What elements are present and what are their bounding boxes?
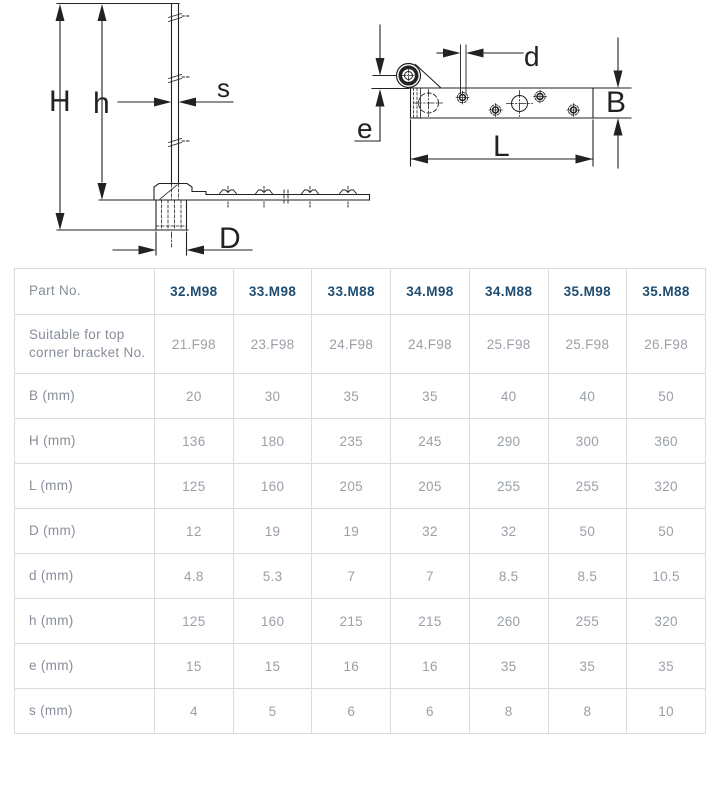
dimension-value-cell: 50 — [548, 509, 627, 554]
dimension-value-cell: 360 — [627, 419, 706, 464]
dimension-value-cell: 15 — [233, 644, 312, 689]
dimension-value-cell: 35 — [548, 644, 627, 689]
dimension-value-cell: 35 — [312, 374, 391, 419]
row-label: L (mm) — [15, 464, 155, 509]
dimension-value-cell: 19 — [233, 509, 312, 554]
dimension-value-cell: 25.F98 — [548, 315, 627, 374]
table-row — [15, 464, 706, 509]
dimension-value-cell: 30 — [233, 374, 312, 419]
table-row — [15, 644, 706, 689]
dimension-value-cell: 4 — [155, 689, 234, 734]
part-number-cell: 33.M88 — [312, 269, 391, 315]
dimension-value-cell: 6 — [312, 689, 391, 734]
dimension-value-cell: 35 — [391, 374, 470, 419]
part-number-cell: 35.M88 — [627, 269, 706, 315]
dimension-value-cell: 7 — [312, 554, 391, 599]
dim-label-H: H — [49, 85, 71, 118]
row-label: h (mm) — [15, 599, 155, 644]
dimension-value-cell: 215 — [391, 599, 470, 644]
dimension-value-cell: 19 — [312, 509, 391, 554]
dimension-value-cell: 32 — [391, 509, 470, 554]
table-row — [15, 554, 706, 599]
dimension-value-cell: 180 — [233, 419, 312, 464]
row-label: D (mm) — [15, 509, 155, 554]
dimension-value-cell: 260 — [469, 599, 548, 644]
dimension-value-cell: 20 — [155, 374, 234, 419]
dimension-value-cell: 24.F98 — [312, 315, 391, 374]
dimension-value-cell: 32 — [469, 509, 548, 554]
dimension-value-cell: 215 — [312, 599, 391, 644]
dimension-value-cell: 290 — [469, 419, 548, 464]
spec-table-body — [15, 269, 706, 734]
row-label: H (mm) — [15, 419, 155, 464]
dimension-value-cell: 23.F98 — [233, 315, 312, 374]
dim-label-s: s — [217, 73, 230, 103]
dimension-value-cell: 8 — [469, 689, 548, 734]
spec-table — [14, 268, 706, 734]
part-number-cell: 34.M88 — [469, 269, 548, 315]
dimension-value-cell: 136 — [155, 419, 234, 464]
dim-label-D: D — [219, 222, 241, 255]
dimension-value-cell: 12 — [155, 509, 234, 554]
dimension-value-cell: 125 — [155, 464, 234, 509]
drawing-left-view — [56, 4, 370, 256]
row-label: e (mm) — [15, 644, 155, 689]
dimension-value-cell: 255 — [469, 464, 548, 509]
part-number-cell: 35.M98 — [548, 269, 627, 315]
dimension-value-cell: 235 — [312, 419, 391, 464]
dimension-value-cell: 5 — [233, 689, 312, 734]
dimension-value-cell: 26.F98 — [627, 315, 706, 374]
dim-label-e: e — [357, 113, 373, 144]
dimension-value-cell: 16 — [312, 644, 391, 689]
dimension-value-cell: 10.5 — [627, 554, 706, 599]
dim-label-L: L — [493, 130, 510, 163]
row-label: Suitable for top corner bracket No. — [15, 315, 155, 374]
table-row — [15, 269, 706, 315]
row-label: s (mm) — [15, 689, 155, 734]
dimension-value-cell: 8.5 — [469, 554, 548, 599]
dimension-value-cell: 7 — [391, 554, 470, 599]
table-row — [15, 374, 706, 419]
dimension-value-cell: 6 — [391, 689, 470, 734]
dimension-value-cell: 35 — [627, 644, 706, 689]
table-row — [15, 315, 706, 374]
dimension-value-cell: 300 — [548, 419, 627, 464]
dimension-value-cell: 8 — [548, 689, 627, 734]
dimension-value-cell: 205 — [391, 464, 470, 509]
table-row — [15, 419, 706, 464]
dimension-value-cell: 24.F98 — [391, 315, 470, 374]
table-row — [15, 689, 706, 734]
dimension-value-cell: 160 — [233, 599, 312, 644]
dimension-value-cell: 4.8 — [155, 554, 234, 599]
dimension-value-cell: 35 — [469, 644, 548, 689]
dimension-value-cell: 40 — [548, 374, 627, 419]
part-number-cell: 32.M98 — [155, 269, 234, 315]
dimension-value-cell: 8.5 — [548, 554, 627, 599]
dimension-value-cell: 125 — [155, 599, 234, 644]
table-row — [15, 509, 706, 554]
dimension-value-cell: 160 — [233, 464, 312, 509]
dim-label-h: h — [93, 87, 110, 120]
dimension-value-cell: 10 — [627, 689, 706, 734]
dimension-value-cell: 16 — [391, 644, 470, 689]
dimension-value-cell: 50 — [627, 374, 706, 419]
row-label: B (mm) — [15, 374, 155, 419]
dimension-value-cell: 255 — [548, 599, 627, 644]
table-row — [15, 599, 706, 644]
dimension-value-cell: 21.F98 — [155, 315, 234, 374]
dimension-value-cell: 40 — [469, 374, 548, 419]
dimension-value-cell: 320 — [627, 464, 706, 509]
dimension-value-cell: 320 — [627, 599, 706, 644]
dimension-value-cell: 15 — [155, 644, 234, 689]
dimension-value-cell: 205 — [312, 464, 391, 509]
technical-drawing — [0, 0, 720, 262]
dim-label-B: B — [606, 86, 627, 119]
part-number-cell: 33.M98 — [233, 269, 312, 315]
dimension-value-cell: 245 — [391, 419, 470, 464]
dimension-value-cell: 50 — [627, 509, 706, 554]
dimension-value-cell: 255 — [548, 464, 627, 509]
part-number-cell: 34.M98 — [391, 269, 470, 315]
dimension-value-cell: 5.3 — [233, 554, 312, 599]
dimension-value-cell: 25.F98 — [469, 315, 548, 374]
row-label: Part No. — [15, 269, 155, 315]
row-label: d (mm) — [15, 554, 155, 599]
dim-label-d: d — [524, 41, 540, 72]
